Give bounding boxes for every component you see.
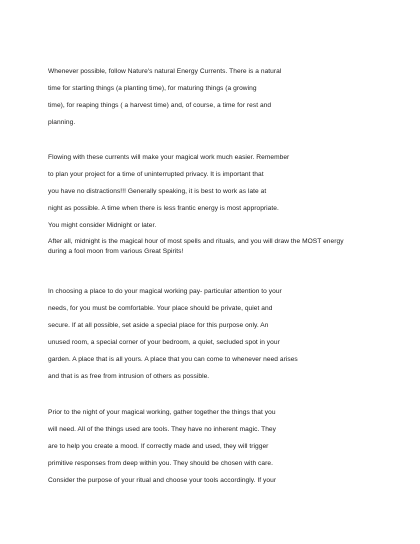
paragraph-2-line-6: After all, midnight is the magical hour of most spells and rituals, and you will draw the MOST energy [48, 238, 344, 245]
paragraph-4-line-1: Prior to the night of your magical working, gather together the things that you [48, 409, 276, 416]
paragraph-1-line-2: time for starting things (a planting time), for maturing things (a growing [48, 85, 257, 92]
paragraph-2-line-4: night as possible. A time when there is less frantic energy is most appropriate. [48, 205, 279, 212]
paragraph-2-line-1: Flowing with these currents will make your magical work much easier. Remember [48, 154, 290, 161]
paragraph-4-line-3: are to help you create a mood. If correctly made and used, they will trigger [48, 443, 269, 450]
paragraph-1-line-3: time), for reaping things ( a harvest time) and, of course, a time for rest and [48, 102, 272, 109]
paragraph-3-line-2: needs, for you must be comfortable. Your place should be private, quiet and [48, 305, 273, 312]
paragraph-3-line-4: unused room, a special corner of your bedroom, a quiet, secluded spot in your [48, 339, 280, 346]
paragraph-1-line-1: Whenever possible, follow Nature's natural Energy Currents. There is a natural [48, 68, 282, 75]
paragraph-4-line-4: primitive responses from deep within you. They should be chosen with care. [48, 460, 273, 467]
paragraph-4-line-2: will need. All of the things used are tools. They have no inherent magic. They [48, 426, 276, 433]
paragraph-2-line-7: during a fool moon from various Great Spirits! [48, 248, 184, 255]
paragraph-3-line-5: garden. A place that is all yours. A place that you can come to whenever need arises [48, 356, 298, 363]
paragraph-2-line-3: you have no distractions!!! Generally speaking, it is best to work as late at [48, 188, 267, 195]
paragraph-3-line-6: and that is as free from intrusion of others as possible. [48, 373, 210, 380]
paragraph-3-line-3: secure. If at all possible, set aside a special place for this purpose only. An [48, 322, 269, 329]
paragraph-1-line-4: planning. [48, 119, 76, 126]
paragraph-3-line-1: In choosing a place to do your magical working pay- particular attention to your [48, 288, 282, 295]
paragraph-4-line-5: Consider the purpose of your ritual and choose your tools accordingly. If your [48, 477, 277, 484]
paragraph-2-line-5: You might consider Midnight or later. [48, 222, 157, 229]
paragraph-2-line-2: to plan your project for a time of uninterrupted privacy. It is important that [48, 171, 264, 178]
